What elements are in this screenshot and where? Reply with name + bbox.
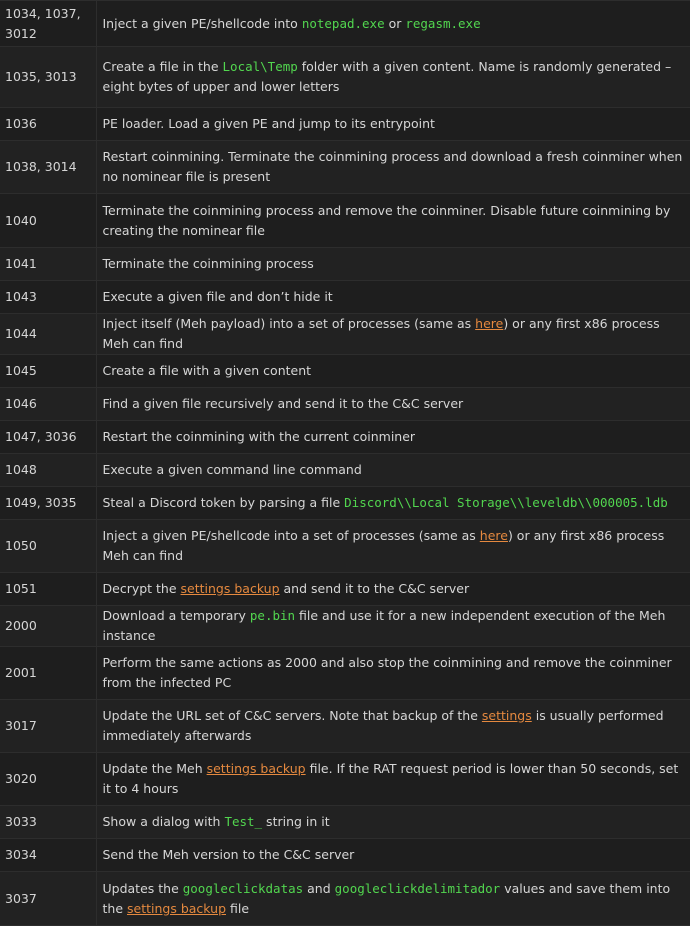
description-text: Decrypt the xyxy=(102,581,181,596)
command-description-cell xyxy=(96,141,690,194)
description-text: ) or any first x86 process Meh can find xyxy=(102,316,660,351)
description-text: string in it xyxy=(262,814,330,829)
table-row xyxy=(0,806,690,839)
command-id-cell: 1044 xyxy=(0,314,96,355)
description-text: Updates the xyxy=(102,880,183,896)
description-text: ) or any first x86 process Meh can find xyxy=(102,528,665,563)
command-id-cell: 1034, 1037, 3012 xyxy=(0,1,96,47)
command-description-cell xyxy=(96,421,690,454)
command-description-cell xyxy=(96,753,690,806)
command-description-cell xyxy=(96,281,690,314)
code-span: Discord\\Local Storage\\leveldb\\000005.ldb xyxy=(344,495,668,510)
table-row xyxy=(0,647,690,700)
description-text: Terminate the coinmining process and remove the coinminer. Disable future coinmining by creating the nominear file xyxy=(102,202,671,238)
command-id-cell: 1050 xyxy=(0,520,96,573)
description-text: file and use it for a new independent execution of the Meh instance xyxy=(102,608,666,643)
code-span: Test_ xyxy=(224,814,263,829)
command-description-cell xyxy=(96,355,690,388)
description-text: Terminate the coinmining process xyxy=(102,256,314,271)
command-id-cell: 1040 xyxy=(0,194,96,248)
description-text: Steal a Discord token by parsing a file xyxy=(102,495,345,510)
command-description-cell xyxy=(96,314,690,355)
description-text: is usually performed immediately afterwards xyxy=(102,708,664,743)
reference-link[interactable]: here xyxy=(479,528,508,543)
description-text: Show a dialog with xyxy=(102,814,225,829)
reference-link[interactable]: settings backup xyxy=(127,900,226,916)
command-id-cell: 3020 xyxy=(0,753,96,806)
command-id-cell: 3017 xyxy=(0,700,96,753)
command-description-cell xyxy=(96,839,690,872)
description-text: or xyxy=(384,15,406,31)
description-text: and xyxy=(303,880,335,896)
description-text: folder with a given content. Name is randomly generated – eight bytes of upper and lower letters xyxy=(102,59,672,94)
description-text: Send the Meh version to the C&C server xyxy=(102,847,355,862)
command-description-cell xyxy=(96,647,690,700)
command-id-cell: 3037 xyxy=(0,872,96,926)
code-span: googleclickdelimitador xyxy=(334,880,501,896)
description-text: PE loader. Load a given PE and jump to its entrypoint xyxy=(102,116,435,131)
table-row xyxy=(0,1,690,47)
description-text: Download a temporary xyxy=(102,608,250,623)
table-row xyxy=(0,388,690,421)
table-row xyxy=(0,700,690,753)
description-text: and send it to the C&C server xyxy=(279,581,470,596)
table-row xyxy=(0,753,690,806)
command-id-cell: 1035, 3013 xyxy=(0,47,96,108)
table-row xyxy=(0,573,690,606)
command-id-cell: 1048 xyxy=(0,454,96,487)
reference-link[interactable]: settings xyxy=(481,708,532,723)
description-text: Restart coinmining. Terminate the coinmining process and download a fresh coinminer when no nominear file is present xyxy=(102,149,683,184)
command-description-cell xyxy=(96,1,690,47)
command-description-cell xyxy=(96,47,690,108)
table-row xyxy=(0,248,690,281)
table-row xyxy=(0,872,690,926)
table-row xyxy=(0,281,690,314)
table-row xyxy=(0,421,690,454)
command-description-cell xyxy=(96,806,690,839)
code-span: pe.bin xyxy=(249,608,296,623)
command-description-cell xyxy=(96,388,690,421)
table-row xyxy=(0,454,690,487)
code-span: regasm.exe xyxy=(405,15,481,31)
code-span: googleclickdatas xyxy=(182,880,304,896)
description-text: Inject a given PE/shellcode into xyxy=(102,15,302,31)
command-id-cell: 2001 xyxy=(0,647,96,700)
command-id-cell: 1043 xyxy=(0,281,96,314)
command-id-cell: 1051 xyxy=(0,573,96,606)
description-text: Create a file in the xyxy=(102,59,223,74)
reference-link[interactable]: settings backup xyxy=(180,581,280,596)
command-id-cell: 3034 xyxy=(0,839,96,872)
table-row xyxy=(0,520,690,573)
command-description-cell xyxy=(96,248,690,281)
command-id-cell: 1038, 3014 xyxy=(0,141,96,194)
code-span: notepad.exe xyxy=(301,15,385,31)
reference-link[interactable]: settings backup xyxy=(206,761,306,776)
commands-table-body xyxy=(0,1,690,926)
command-id-cell: 1049, 3035 xyxy=(0,487,96,520)
command-id-cell: 1047, 3036 xyxy=(0,421,96,454)
description-text: Execute a given command line command xyxy=(102,462,362,477)
command-description-cell xyxy=(96,454,690,487)
description-text: Perform the same actions as 2000 and also stop the coinmining and remove the coinminer from the infected PC xyxy=(102,655,672,690)
command-description-cell xyxy=(96,573,690,606)
description-text: Restart the coinmining with the current coinminer xyxy=(102,429,416,444)
table-row xyxy=(0,487,690,520)
description-text: Create a file with a given content xyxy=(102,363,312,378)
command-id-cell: 3033 xyxy=(0,806,96,839)
command-description-cell xyxy=(96,194,690,248)
command-id-cell: 1045 xyxy=(0,355,96,388)
table-row xyxy=(0,47,690,108)
table-row xyxy=(0,355,690,388)
table-row xyxy=(0,839,690,872)
command-id-cell: 1036 xyxy=(0,108,96,141)
reference-link[interactable]: here xyxy=(475,316,504,331)
description-text: file. If the RAT request period is lower than 50 seconds, set it to 4 hours xyxy=(102,761,679,796)
description-text: Find a given file recursively and send it to the C&C server xyxy=(102,396,464,411)
command-id-cell: 1041 xyxy=(0,248,96,281)
table-row xyxy=(0,314,690,355)
description-text: Inject itself (Meh payload) into a set of processes (same as xyxy=(102,316,476,331)
command-description-cell xyxy=(96,872,690,926)
command-description-cell xyxy=(96,606,690,647)
description-text: file xyxy=(226,900,250,916)
description-text: Update the Meh xyxy=(102,761,207,776)
command-id-cell: 1046 xyxy=(0,388,96,421)
command-id-cell: 2000 xyxy=(0,606,96,647)
description-text: Execute a given file and don’t hide it xyxy=(102,289,333,304)
description-text: Update the URL set of C&C servers. Note that backup of the xyxy=(102,708,482,723)
description-text: Inject a given PE/shellcode into a set of processes (same as xyxy=(102,528,480,543)
description-text: values and save them into the xyxy=(102,880,671,916)
table-row xyxy=(0,606,690,647)
table-row xyxy=(0,141,690,194)
command-description-cell xyxy=(96,700,690,753)
command-description-cell xyxy=(96,520,690,573)
table-row xyxy=(0,194,690,248)
table-row xyxy=(0,108,690,141)
code-span: Local\Temp xyxy=(222,59,298,74)
command-description-cell xyxy=(96,487,690,520)
command-description-cell xyxy=(96,108,690,141)
